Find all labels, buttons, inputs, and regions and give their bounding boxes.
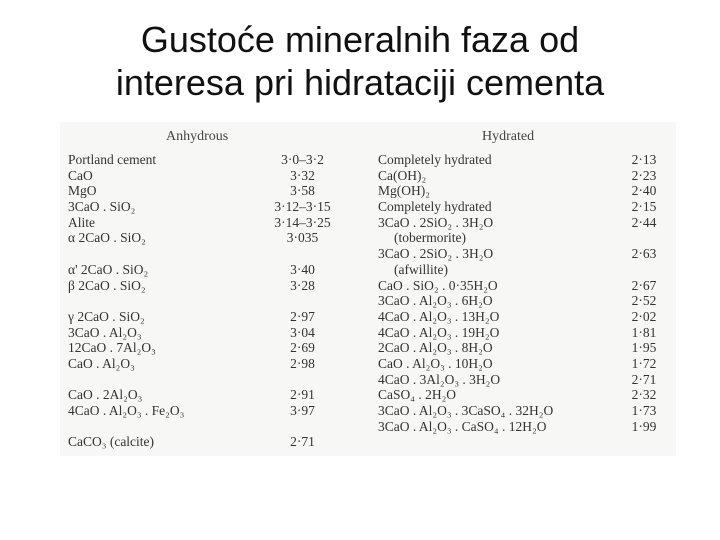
hydrated-phase-name: CaO . SiO₂ . 0·35H₂O	[378, 277, 498, 293]
anhydrous-phase-name: CaO . 2Al₂O₃	[68, 387, 143, 403]
anhydrous-header: Anhydrous	[166, 129, 229, 144]
hydrated-density: 2·63	[631, 246, 657, 262]
hydrated-density: 1·99	[631, 418, 657, 434]
anhydrous-phase-name	[68, 419, 258, 435]
anhydrous-density-column	[265, 152, 340, 450]
hydrated-density: 1·72	[631, 355, 657, 371]
anhydrous-phase-name: γ 2CaO . SiO₂	[68, 308, 145, 324]
hydrated-phase-name: 3CaO . Al₂O₃ . CaSO₄ . 12H₂O	[378, 418, 547, 434]
anhydrous-phase-name: β 2CaO . SiO₂	[68, 277, 146, 293]
anhydrous-phase-name: CaO	[68, 167, 93, 183]
anhydrous-density: 2·98	[290, 355, 315, 371]
anhydrous-phase-name: CaCO₃ (calcite)	[68, 434, 155, 450]
anhydrous-density: 3·28	[290, 277, 315, 293]
anhydrous-density: 2·91	[290, 387, 315, 403]
anhydrous-density	[265, 293, 340, 309]
hydrated-density: 1·73	[631, 403, 657, 418]
anhydrous-phase-name: 3CaO . Al₂O₃	[68, 324, 142, 340]
slide-title	[0, 18, 720, 104]
anhydrous-density: 3·035	[286, 230, 319, 246]
hydrated-phase-name: (afwillite)	[394, 261, 448, 277]
hydrated-phase-name: Ca(OH)₂	[378, 167, 427, 183]
hydrated-phase-name: Mg(OH)₂	[378, 183, 430, 199]
anhydrous-phase-name: 3CaO . SiO₂	[68, 199, 136, 215]
anhydrous-phase-name: MgO	[68, 183, 97, 199]
hydrated-phase-name: 2CaO . Al₂O₃ . 8H₂O	[378, 340, 493, 356]
hydrated-phase-name: CaSO₄ . 2H₂O	[378, 387, 457, 403]
density-table	[60, 122, 676, 456]
hydrated-density: 1·95	[631, 340, 657, 356]
hydrated-phase-name: CaO . Al₂O₃ . 10H₂O	[378, 355, 493, 371]
anhydrous-phase-name	[68, 293, 258, 309]
title-line-1: Gustoće mineralnih faza od	[140, 19, 580, 60]
hydrated-density: 2·52	[631, 293, 657, 309]
anhydrous-density	[265, 372, 340, 388]
hydrated-density: 2·44	[631, 214, 657, 230]
anhydrous-density: 3·58	[290, 183, 315, 199]
anhydrous-density: 3·0–3·2	[281, 152, 324, 167]
anhydrous-phase-name: Alite	[68, 214, 95, 230]
anhydrous-density: 3·12–3·15	[274, 199, 331, 215]
hydrated-phase-name: 3CaO . Al₂O₃ . 6H₂O	[378, 293, 493, 309]
hydrated-density: 2·15	[631, 199, 657, 215]
hydrated-density: 2·13	[631, 152, 657, 167]
anhydrous-density: 2·71	[290, 434, 315, 450]
anhydrous-density: 2·69	[290, 340, 315, 356]
hydrated-density: 2·32	[631, 387, 657, 403]
anhydrous-density: 3·32	[290, 167, 315, 183]
hydrated-density: 2·67	[631, 277, 657, 293]
hydrated-name-column	[378, 152, 618, 434]
anhydrous-phase-name: α 2CaO . SiO₂	[68, 230, 146, 246]
hydrated-phase-name: 4CaO . Al₂O₃ . 13H₂O	[378, 308, 500, 324]
hydrated-phase-name: 4CaO . Al₂O₃ . 19H₂O	[378, 324, 500, 340]
anhydrous-density: 3·04	[290, 324, 315, 340]
anhydrous-density	[265, 246, 340, 262]
anhydrous-phase-name	[68, 372, 258, 388]
hydrated-phase-name: Completely hydrated	[378, 199, 492, 215]
hydrated-density	[616, 230, 672, 246]
anhydrous-density	[265, 419, 340, 435]
hydrated-phase-name: 3CaO . 2SiO₂ . 3H₂O	[378, 214, 494, 230]
title-line-2: interesa pri hidrataciji cementa	[115, 62, 605, 103]
hydrated-density: 1·81	[631, 324, 657, 340]
hydrated-density: 2·02	[631, 308, 657, 324]
hydrated-header: Hydrated	[482, 129, 535, 144]
hydrated-phase-name: (tobermorite)	[394, 230, 466, 246]
anhydrous-phase-name: α' 2CaO . SiO₂	[68, 261, 149, 277]
anhydrous-phase-name: Portland cement	[68, 152, 157, 167]
anhydrous-density: 3·40	[290, 261, 315, 277]
anhydrous-name-column	[68, 152, 258, 450]
hydrated-phase-name: 3CaO . Al₂O₃ . 3CaSO₄ . 32H₂O	[378, 403, 554, 418]
hydrated-density: 2·23	[631, 167, 657, 183]
anhydrous-density: 3·14–3·25	[274, 214, 331, 230]
hydrated-density: 2·71	[631, 371, 657, 387]
anhydrous-phase-name: 4CaO . Al₂O₃ . Fe₂O₃	[68, 403, 185, 418]
hydrated-phase-name: 3CaO . 2SiO₂ . 3H₂O	[378, 246, 494, 262]
anhydrous-phase-name	[68, 246, 258, 262]
anhydrous-phase-name: 12CaO . 7Al₂O₃	[68, 340, 156, 356]
hydrated-phase-name: Completely hydrated	[378, 152, 492, 167]
anhydrous-density: 2·97	[290, 308, 315, 324]
anhydrous-phase-name: CaO . Al₂O₃	[68, 355, 135, 371]
hydrated-phase-name: 4CaO . 3Al₂O₃ . 3H₂O	[378, 371, 501, 387]
hydrated-density-column	[616, 152, 672, 434]
hydrated-density	[616, 262, 672, 278]
hydrated-density: 2·40	[631, 183, 657, 199]
anhydrous-density: 3·97	[290, 403, 315, 418]
